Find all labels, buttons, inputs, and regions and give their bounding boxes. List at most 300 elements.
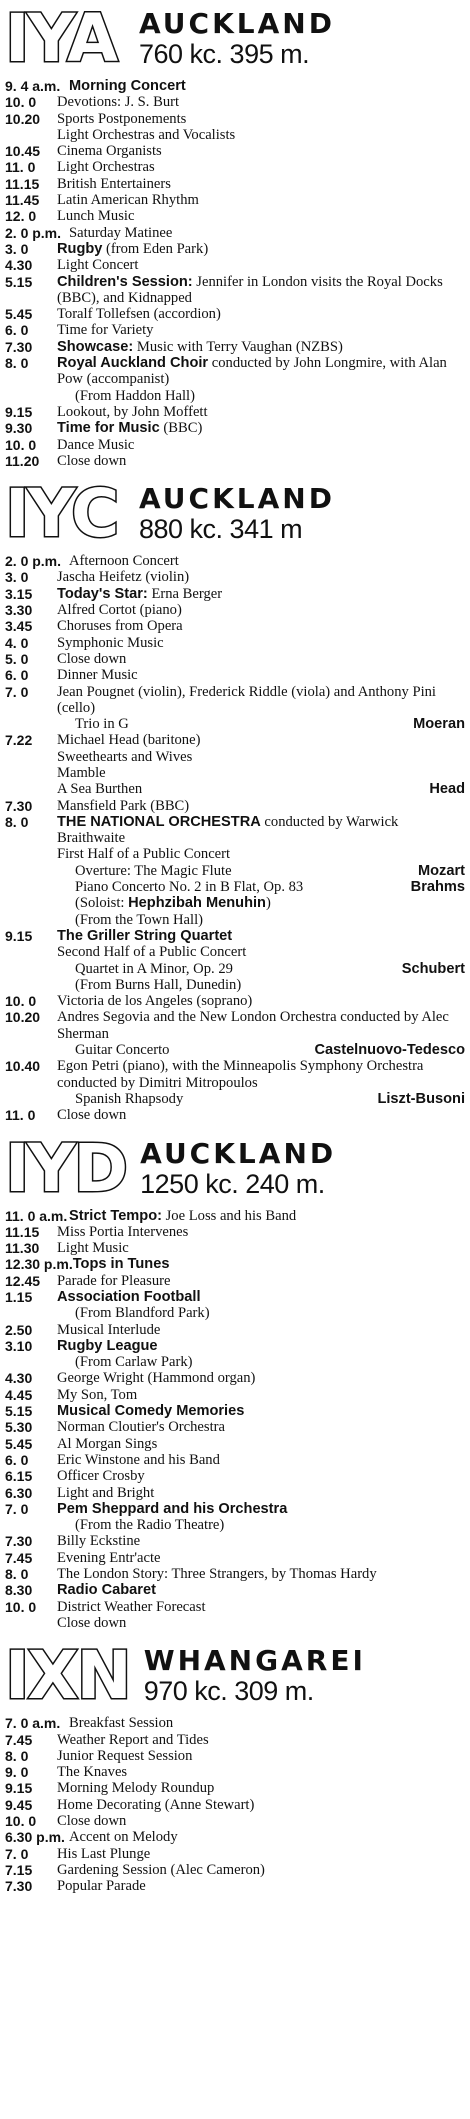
programme-item <box>5 274 465 307</box>
station-meta <box>144 1646 366 1706</box>
programme-item <box>5 1305 465 1321</box>
programme-title: Time for Music <box>57 420 160 437</box>
programme-text: Gardening Session (Alec Cameron) <box>57 1861 265 1878</box>
programme-body <box>57 1224 465 1240</box>
programme-body <box>57 1862 465 1878</box>
station-header <box>5 0 465 77</box>
programme-body <box>69 1208 465 1224</box>
programme-title: Children's Session: <box>57 273 193 290</box>
station-header <box>5 1637 465 1715</box>
station-section <box>5 1124 465 1632</box>
programme-text: George Wright (Hammond organ) <box>57 1370 256 1387</box>
programme-title: Strict Tempo: <box>69 1207 162 1224</box>
programme-text: Eric Winstone and his Band <box>57 1451 220 1468</box>
programme-item <box>5 1829 465 1845</box>
programme-time: 9.15 <box>5 403 33 420</box>
programme-time: 3.15 <box>5 585 33 602</box>
programme-item <box>5 716 465 732</box>
programme-time <box>5 895 57 911</box>
programme-title: Showcase: <box>57 338 134 355</box>
programme-body <box>57 667 465 683</box>
programme-item <box>5 1878 465 1894</box>
programme-item <box>5 798 465 814</box>
programme-item <box>5 944 465 960</box>
programme-time: 7. 0 <box>5 683 29 700</box>
programme-item <box>5 1370 465 1386</box>
programme-time: 7.30 <box>5 797 33 814</box>
programme-time <box>5 1091 57 1107</box>
station-frequency: 970 kc. 309 m. <box>143 1676 314 1707</box>
programme-text: Trio in G <box>75 716 129 733</box>
programme-time: 4. 0 <box>5 634 29 651</box>
programme-item <box>5 1517 465 1533</box>
programme-title: Rugby League <box>57 1337 158 1354</box>
programme-text: Junior Request Session <box>57 1747 193 1764</box>
programme-item <box>5 1780 465 1796</box>
programme-item <box>5 1732 465 1748</box>
programme-body <box>57 306 465 322</box>
programme-item <box>5 453 465 469</box>
programme-time: 1.15 <box>5 1289 33 1305</box>
programme-item <box>5 257 465 273</box>
programme-text: Dance Music <box>57 436 135 453</box>
programme-item <box>5 1748 465 1764</box>
programme-time: 10.20 <box>5 1009 41 1026</box>
programme-item <box>5 1452 465 1468</box>
programme-item <box>5 684 465 717</box>
programme-composer: Head <box>429 781 465 798</box>
programme-time: 10. 0 <box>5 1813 37 1830</box>
programme-time: 4.45 <box>5 1386 33 1403</box>
programme-body <box>57 635 465 651</box>
station-section <box>5 1631 465 1894</box>
programme-text: Victoria de los Angeles (soprano) <box>57 993 253 1010</box>
programme-time: 6. 0 <box>5 667 29 684</box>
programme-time <box>5 1354 57 1370</box>
station-callsign: IXN <box>5 1637 130 1715</box>
programme-body <box>57 863 465 879</box>
programme-text: Close down <box>57 650 127 667</box>
programme-time: 3.10 <box>5 1337 33 1354</box>
programme-text: Light Orchestras <box>57 159 155 176</box>
programme-time <box>5 912 57 928</box>
programme-body <box>57 1780 465 1796</box>
programme-item <box>5 159 465 175</box>
programme-text: Light Music <box>57 1240 129 1257</box>
programme-composer: Mozart <box>417 862 465 879</box>
programme-text: Popular Parade <box>57 1878 146 1895</box>
programme-title: Association Football <box>57 1289 201 1305</box>
programme-item <box>5 765 465 781</box>
programme-body <box>57 1764 465 1780</box>
programme-composer: Liszt-Busoni <box>377 1090 465 1107</box>
programme-body <box>57 453 465 469</box>
station-city: WHANGAREI <box>143 1644 366 1678</box>
programme-item <box>5 651 465 667</box>
programme-time: 7.30 <box>5 1878 33 1895</box>
programme-body <box>57 208 465 224</box>
programme-text-end: ) <box>265 895 271 912</box>
programme-time: 3.45 <box>5 618 33 635</box>
programme-time: 7. 0 <box>5 1845 29 1862</box>
programme-body <box>57 1468 465 1484</box>
programme-item <box>5 1224 465 1240</box>
programme-item <box>5 1436 465 1452</box>
programme-title: Tops in Tunes <box>72 1256 170 1273</box>
programme-body <box>69 1829 465 1845</box>
programme-item <box>5 1862 465 1878</box>
programme-time: 12. 0 <box>5 208 37 225</box>
programme-item <box>5 569 465 585</box>
programme-item <box>5 192 465 208</box>
programme-body <box>57 1273 465 1289</box>
programme-time: 9.15 <box>5 927 33 944</box>
programme-item <box>5 993 465 1009</box>
programme-text: Close down <box>57 1813 127 1830</box>
programme-item <box>5 1091 465 1107</box>
station-callsign: IYC <box>5 475 118 553</box>
programme-item <box>5 225 465 241</box>
programme-item <box>5 339 465 355</box>
programme-body <box>57 749 465 765</box>
programme-body <box>57 618 465 634</box>
programme-body <box>57 1452 465 1468</box>
programme-time <box>5 1305 57 1321</box>
programme-text: Quartet in A Minor, Op. 29 <box>75 960 233 977</box>
programme-time: 9. 4 a.m. <box>5 78 61 94</box>
programme-item <box>5 306 465 322</box>
programme-title: Pem Sheppard and his Orchestra <box>57 1500 288 1517</box>
programme-item <box>5 781 465 797</box>
programme-body <box>57 1797 465 1813</box>
programme-time: 11. 0 a.m. <box>5 1207 68 1224</box>
programme-text: conducted by John Longmire, with Alan Pow (accompanist) <box>57 355 447 388</box>
programme-text: Morning Melody Roundup <box>57 1780 215 1797</box>
programme-item <box>5 355 465 388</box>
programme-body <box>69 78 465 94</box>
programme-title: Rugby <box>57 240 103 257</box>
programme-body <box>57 1338 465 1354</box>
programme-item <box>5 437 465 453</box>
programme-composer: Schubert <box>401 960 465 977</box>
programme-body <box>57 1566 465 1582</box>
programme-time: 3.30 <box>5 602 33 619</box>
programme-body <box>69 225 465 241</box>
programme-body <box>57 388 465 404</box>
programme-body <box>57 846 465 862</box>
programme-time: 6. 0 <box>5 1451 29 1468</box>
programme-text: Piano Concerto No. 2 in B Flat, Op. 83 <box>75 879 304 896</box>
programme-time: 7. 0 <box>5 1500 29 1517</box>
programme-body <box>57 94 465 110</box>
programme-title: Royal Auckland Choir <box>57 355 209 372</box>
programme-text: District Weather Forecast <box>57 1598 206 1615</box>
programme-text: Sports Postponements <box>57 110 187 127</box>
programme-text: Weather Report and Tides <box>57 1731 209 1748</box>
programme-time: 9.30 <box>5 420 33 437</box>
programme-time: 10. 0 <box>5 436 37 453</box>
programme-text: Cinema Organists <box>57 143 162 160</box>
programme-body <box>57 765 465 781</box>
programme-item <box>5 863 465 879</box>
programme-item <box>5 1354 465 1370</box>
programme-text: (BBC) <box>159 420 203 437</box>
programme-item <box>5 1403 465 1419</box>
programme-item <box>5 879 465 895</box>
programme-item <box>5 602 465 618</box>
programme-item <box>5 1533 465 1549</box>
programme-time: 6.15 <box>5 1468 33 1485</box>
station-header <box>5 475 465 553</box>
programme-time: 11. 0 <box>5 159 36 176</box>
programme-title: Today's Star: <box>57 585 148 602</box>
programme-body <box>57 192 465 208</box>
programme-time: 4.30 <box>5 1370 33 1387</box>
programme-body <box>57 1615 465 1631</box>
programme-item <box>5 1485 465 1501</box>
programme-item <box>5 1256 465 1272</box>
programme-item <box>5 78 465 94</box>
programme-item <box>5 1042 465 1058</box>
programme-body <box>57 1009 465 1042</box>
programme-body <box>57 1517 465 1533</box>
programme-text: Alfred Cortot (piano) <box>57 602 182 619</box>
programme-text: Toralf Tollefsen (accordion) <box>57 306 221 323</box>
programme-item <box>5 635 465 651</box>
programme-body <box>57 879 465 895</box>
station-callsign: IYD <box>5 1129 127 1207</box>
programme-item <box>5 388 465 404</box>
programme-text: Jascha Heifetz (violin) <box>57 569 190 586</box>
programme-body <box>57 798 465 814</box>
programme-text: (From Blandford Park) <box>75 1305 210 1322</box>
programme-text: Michael Head (baritone) <box>57 732 201 749</box>
programme-item <box>5 111 465 127</box>
programme-body <box>57 1042 465 1058</box>
programme-time: 5.15 <box>5 273 33 290</box>
programme-text: (From the Town Hall) <box>75 911 204 928</box>
programme-text: Home Decorating (Anne Stewart) <box>57 1796 255 1813</box>
programme-time: 7.45 <box>5 1549 33 1566</box>
programme-time: 3. 0 <box>5 240 29 257</box>
programme-body <box>57 1599 465 1615</box>
programme-time: 10.20 <box>5 110 41 127</box>
programme-text: Miss Portia Intervenes <box>57 1223 189 1240</box>
programme-time <box>5 716 57 732</box>
programme-text: British Entertainers <box>57 175 171 192</box>
programme-text: Breakfast Session <box>69 1715 174 1732</box>
programme-body <box>57 420 465 436</box>
programme-text: Jennifer in London visits the Royal Docks (BBC), and Kidnapped <box>57 273 443 306</box>
programme-time: 2. 0 p.m. <box>5 553 62 570</box>
programme-time <box>5 977 57 993</box>
programme-item <box>5 1501 465 1517</box>
programme-body <box>57 1732 465 1748</box>
programme-body <box>57 1550 465 1566</box>
programme-composer: Moeran <box>413 716 465 733</box>
programme-body <box>57 1436 465 1452</box>
programme-text: Al Morgan Sings <box>57 1435 158 1452</box>
programme-time: 11.30 <box>5 1240 40 1257</box>
programme-item <box>5 1550 465 1566</box>
programme-body <box>57 404 465 420</box>
programme-list <box>5 553 465 1123</box>
programme-time <box>5 749 57 765</box>
programme-time: 10. 0 <box>5 993 37 1010</box>
programme-item <box>5 176 465 192</box>
programme-time: 10. 0 <box>5 94 37 111</box>
programme-time <box>5 765 57 781</box>
programme-time: 7. 0 a.m. <box>5 1715 61 1732</box>
programme-body <box>69 1715 465 1731</box>
programme-item <box>5 1322 465 1338</box>
programme-body <box>57 1091 465 1107</box>
programme-text: Officer Crosby <box>57 1468 145 1485</box>
programme-text: Devotions: J. S. Burt <box>57 94 180 111</box>
programme-text: The London Story: Three Strangers, by Thomas Hardy <box>57 1566 377 1583</box>
programme-title: Radio Cabaret <box>57 1582 156 1599</box>
programme-item <box>5 1764 465 1780</box>
programme-item <box>5 586 465 602</box>
programme-time: 8. 0 <box>5 355 29 372</box>
programme-time <box>5 127 57 143</box>
programme-time: 8. 0 <box>5 813 29 830</box>
programme-body <box>57 111 465 127</box>
programme-text: Billy Eckstine <box>57 1533 141 1550</box>
station-meta <box>139 484 335 544</box>
programme-body <box>57 716 465 732</box>
programme-time: 7.22 <box>5 732 33 749</box>
programme-body <box>57 355 465 388</box>
programme-time <box>5 879 57 895</box>
programme-text: Mamble <box>57 764 106 781</box>
programme-item <box>5 553 465 569</box>
programme-body <box>57 1419 465 1435</box>
programme-text: Light Orchestras and Vocalists <box>57 126 236 143</box>
programme-time: 5.15 <box>5 1403 33 1420</box>
programme-body <box>57 437 465 453</box>
programme-text: Erna Berger <box>147 585 223 602</box>
programme-item <box>5 928 465 944</box>
programme-body <box>57 1813 465 1829</box>
programme-time: 10. 0 <box>5 1598 37 1615</box>
programme-time: 10.40 <box>5 1058 41 1075</box>
programme-text: Light and Bright <box>57 1484 155 1501</box>
programme-soloist: Hephzibah Menuhin <box>128 895 266 912</box>
programme-body <box>57 781 465 797</box>
programme-time: 5. 0 <box>5 650 29 667</box>
programme-text: Mansfield Park (BBC) <box>57 797 190 814</box>
programme-title: THE NATIONAL ORCHESTRA <box>57 813 261 830</box>
programme-body <box>57 322 465 338</box>
programme-time: 11.45 <box>5 192 40 209</box>
programme-item <box>5 1208 465 1224</box>
station-header <box>5 1129 465 1207</box>
programme-item <box>5 241 465 257</box>
programme-item <box>5 127 465 143</box>
programme-text: Saturday Matinee <box>69 224 173 241</box>
programme-item <box>5 618 465 634</box>
programme-body <box>57 339 465 355</box>
programme-text: Close down <box>57 1107 127 1124</box>
programme-item <box>5 749 465 765</box>
station-frequency: 760 kc. 395 m. <box>139 39 310 69</box>
programme-text: (Soloist: <box>75 895 129 912</box>
programme-item <box>5 1107 465 1123</box>
programme-time <box>5 846 57 862</box>
programme-body <box>57 944 465 960</box>
programme-time: 8. 0 <box>5 1566 29 1583</box>
programme-item <box>5 1566 465 1582</box>
programme-time: 11.20 <box>5 452 40 469</box>
station-city: AUCKLAND <box>140 1136 337 1170</box>
programme-item <box>5 420 465 436</box>
programme-item <box>5 1846 465 1862</box>
programme-time: 5.45 <box>5 306 33 323</box>
programme-text: Egon Petri (piano), with the Minneapolis Symphony Orchestra conducted by Dimitri Mitropoulos <box>57 1058 424 1091</box>
programme-item <box>5 1338 465 1354</box>
programme-body <box>57 1322 465 1338</box>
programme-body <box>73 1256 465 1272</box>
programme-time <box>5 863 57 879</box>
programme-item <box>5 1419 465 1435</box>
programme-text: (From Haddon Hall) <box>75 387 195 404</box>
programme-text: First Half of a Public Concert <box>57 846 231 863</box>
programme-text: Close down <box>57 1614 127 1631</box>
programme-text: Time for Variety <box>57 322 154 339</box>
programme-time <box>5 961 57 977</box>
programme-time: 7.15 <box>5 1861 33 1878</box>
programme-text: Choruses from Opera <box>57 618 183 635</box>
programme-item <box>5 1289 465 1305</box>
programme-text: Musical Interlude <box>57 1321 161 1338</box>
programme-body <box>57 1354 465 1370</box>
programme-body <box>57 586 465 602</box>
programme-body <box>57 274 465 307</box>
programme-title: Musical Comedy Memories <box>57 1403 245 1420</box>
programme-body <box>57 732 465 748</box>
programme-body <box>57 928 465 944</box>
programme-text: Accent on Melody <box>69 1829 178 1846</box>
programme-time: 4.30 <box>5 257 33 274</box>
programme-time: 7.45 <box>5 1731 33 1748</box>
station-section <box>5 0 465 469</box>
programme-body <box>69 553 465 569</box>
programme-body <box>57 961 465 977</box>
programme-item <box>5 1582 465 1598</box>
programme-composer: Castelnuovo-Tedesco <box>314 1042 465 1059</box>
programme-item <box>5 208 465 224</box>
programme-text: Symphonic Music <box>57 634 164 651</box>
programme-list <box>5 1715 465 1894</box>
programme-item <box>5 1599 465 1615</box>
station-city: AUCKLAND <box>139 482 335 516</box>
programme-item <box>5 404 465 420</box>
programme-body <box>57 257 465 273</box>
programme-item <box>5 846 465 862</box>
programme-item <box>5 1468 465 1484</box>
programme-text: Overture: The Magic Flute <box>75 862 232 879</box>
programme-body <box>57 602 465 618</box>
programme-body <box>57 1748 465 1764</box>
programme-text: Latin American Rhythm <box>57 192 199 209</box>
programme-text: Andres Segovia and the New London Orchestra conducted by Alec Sherman <box>57 1009 449 1042</box>
programme-item <box>5 667 465 683</box>
programme-time: 11.15 <box>5 175 40 192</box>
programme-text: His Last Plunge <box>57 1845 151 1862</box>
programme-item <box>5 912 465 928</box>
programme-time: 8. 0 <box>5 1747 29 1764</box>
